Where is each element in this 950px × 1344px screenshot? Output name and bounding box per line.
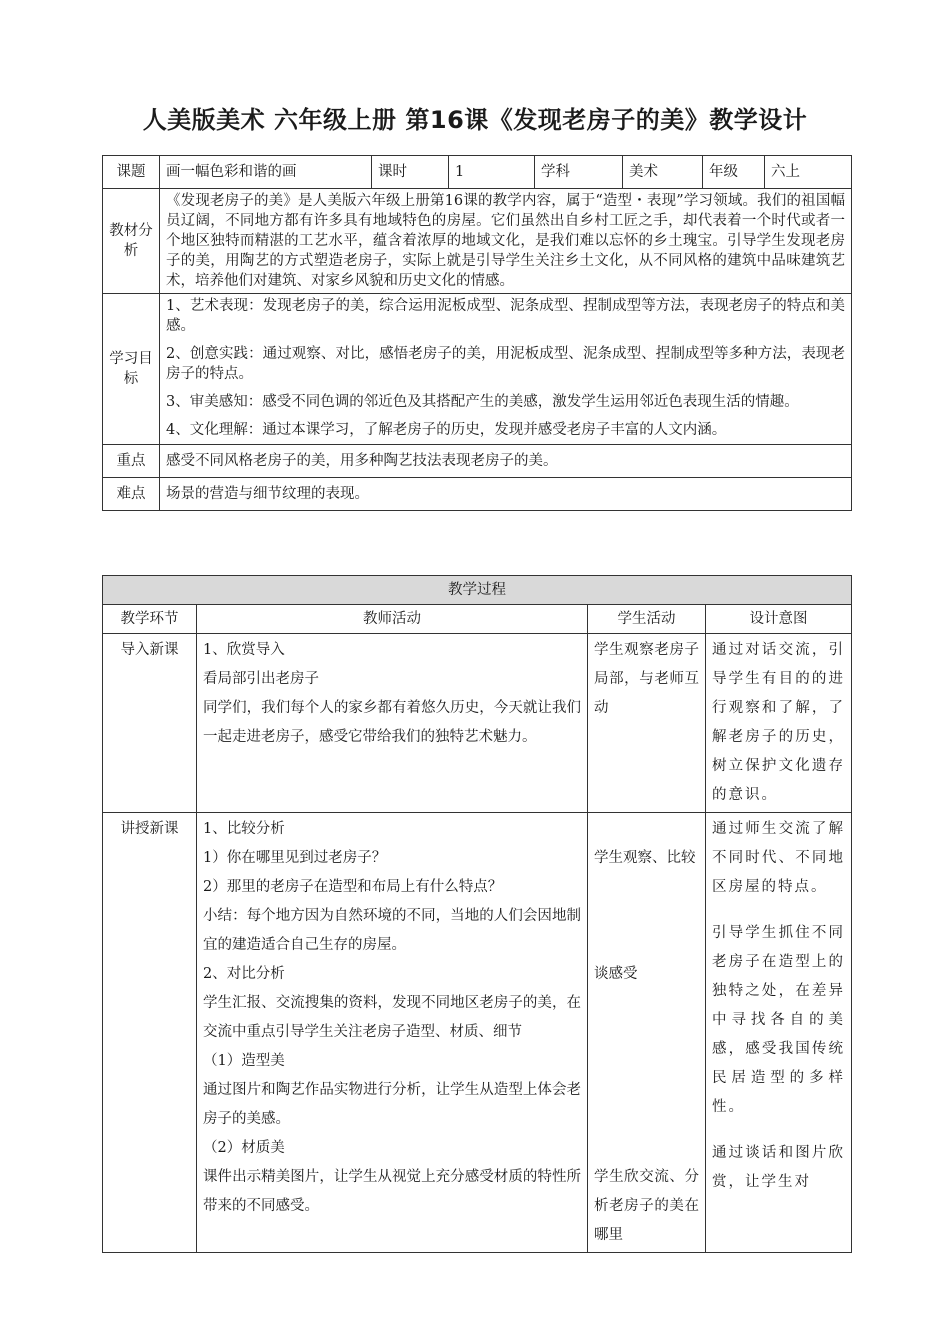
header-intent: 设计意图 (706, 605, 852, 634)
intent-line: 引导学生抓住不同老房子在造型上的独特之处，在差异中寻找各自的美感，感受我国传统民居造型的多样性。 (712, 925, 845, 1115)
goal-item: 2、创意实践：通过观察、对比，感悟老房子的美，用泥板成型、泥条成型、捏制成型等多种方法，表现老房子的特点。 (166, 346, 845, 382)
teacher-line: 学生汇报、交流搜集的资料，发现不同地区老房子的美，在交流中重点引导学生关注老房子造型、材质、细节 (203, 995, 581, 1040)
grade-value: 六上 (765, 156, 852, 189)
student-line: 学生欣交流、分析老房子的美在哪里 (594, 1169, 699, 1243)
analysis-label: 教材分析 (103, 189, 160, 294)
goals-cell (160, 294, 852, 445)
student-teach (588, 813, 706, 1253)
intent-intro: 通过对话交流，引导学生有目的的进行观察和了解，了解老房子的历史，树立保护文化遗存的意识。 (706, 634, 852, 813)
stage-teach: 讲授新课 (103, 813, 197, 1253)
teacher-line: 1、欣赏导入 (203, 642, 285, 658)
subject-label: 学科 (535, 156, 623, 189)
teacher-line: （1）造型美 (203, 1053, 285, 1069)
key-text: 感受不同风格老房子的美，用多种陶艺技法表现老房子的美。 (160, 445, 852, 478)
hours-value: 1 (449, 156, 535, 189)
lesson-info-table (102, 155, 852, 511)
student-intro: 学生观察老房子局部，与老师互动 (588, 634, 706, 813)
topic-label: 课题 (103, 156, 160, 189)
student-line: 学生观察、比较 (594, 850, 696, 866)
student-line: 谈感受 (594, 966, 638, 982)
intent-line: 通过师生交流了解不同时代、不同地区房屋的特点。 (712, 821, 845, 895)
difficulty-label: 难点 (103, 478, 160, 511)
teacher-line: 1、比较分析 (203, 821, 285, 837)
teacher-line: 同学们，我们每个人的家乡都有着悠久历史，今天就让我们一起走进老房子，感受它带给我们的独特艺术魅力。 (203, 700, 581, 745)
teacher-line: 1）你在哪里见到过老房子？ (203, 850, 387, 866)
difficulty-text: 场景的营造与细节纹理的表现。 (160, 478, 852, 511)
teacher-line: （2）材质美 (203, 1140, 285, 1156)
info-row-difficulty (103, 478, 852, 511)
intent-teach (706, 813, 852, 1253)
document-title: 人美版美术 六年级上册 第16课《发现老房子的美》教学设计 (142, 106, 808, 134)
hours-label: 课时 (372, 156, 449, 189)
teaching-process-table (102, 575, 852, 1253)
goal-item: 4、文化理解：通过本课学习，了解老房子的历史，发现并感受老房子丰富的人文内涵。 (166, 422, 727, 438)
info-row-key (103, 445, 852, 478)
process-banner-row (103, 576, 852, 605)
process-banner: 教学过程 (103, 576, 852, 605)
process-header-row (103, 605, 852, 634)
teacher-line: 看局部引出老房子 (203, 671, 319, 687)
teacher-line: 2、对比分析 (203, 966, 285, 982)
teacher-line: 2）那里的老房子在造型和布局上有什么特点？ (203, 879, 503, 895)
key-label: 重点 (103, 445, 160, 478)
info-row-analysis (103, 189, 852, 294)
subject-value: 美术 (623, 156, 703, 189)
header-stage: 教学环节 (103, 605, 197, 634)
grade-label: 年级 (703, 156, 765, 189)
stage-intro: 导入新课 (103, 634, 197, 813)
goal-item: 3、审美感知：感受不同色调的邻近色及其搭配产生的美感，激发学生运用邻近色表现生活的情趣。 (166, 394, 799, 410)
topic-value: 画一幅色彩和谐的画 (160, 156, 372, 189)
teacher-line: 小结：每个地方因为自然环境的不同，当地的人们会因地制宜的建造适合自己生存的房屋。 (203, 908, 581, 953)
intent-line: 通过谈话和图片欣赏，让学生对 (712, 1145, 845, 1190)
goals-label: 学习目标 (103, 294, 160, 445)
header-teacher: 教师活动 (197, 605, 588, 634)
teacher-line: 课件出示精美图片，让学生从视觉上充分感受材质的特性所带来的不同感受。 (203, 1169, 581, 1214)
teacher-line: 通过图片和陶艺作品实物进行分析，让学生从造型上体会老房子的美感。 (203, 1082, 581, 1127)
info-row-basic (103, 156, 852, 189)
teacher-teach (197, 813, 588, 1253)
info-row-goals (103, 294, 852, 445)
process-row-intro (103, 634, 852, 813)
goal-item: 1、艺术表现：发现老房子的美，综合运用泥板成型、泥条成型、捏制成型等方法，表现老房子的特点和美感。 (166, 298, 845, 334)
process-row-teach (103, 813, 852, 1253)
teacher-intro (197, 634, 588, 813)
header-student: 学生活动 (588, 605, 706, 634)
analysis-text: 《发现老房子的美》是人美版六年级上册第16课的教学内容，属于“造型・表现”学习领域。我们的祖国幅员辽阔，不同地方都有许多具有地域特色的房屋。它们虽然出自乡村工匠之手，却代表着一个时代或者一个地区独特而精湛的工艺水平，蕴含着浓厚的地域文化，是我们难以忘怀的乡土瑰宝。引导学生发现老房子的美，用陶艺的方式塑造老房子，实际上就是引导学生关注乡土文化，从不同风格的建筑中品味建筑艺术，培养他们对建筑、对家乡风貌和历史文化的情感。 (160, 189, 852, 294)
